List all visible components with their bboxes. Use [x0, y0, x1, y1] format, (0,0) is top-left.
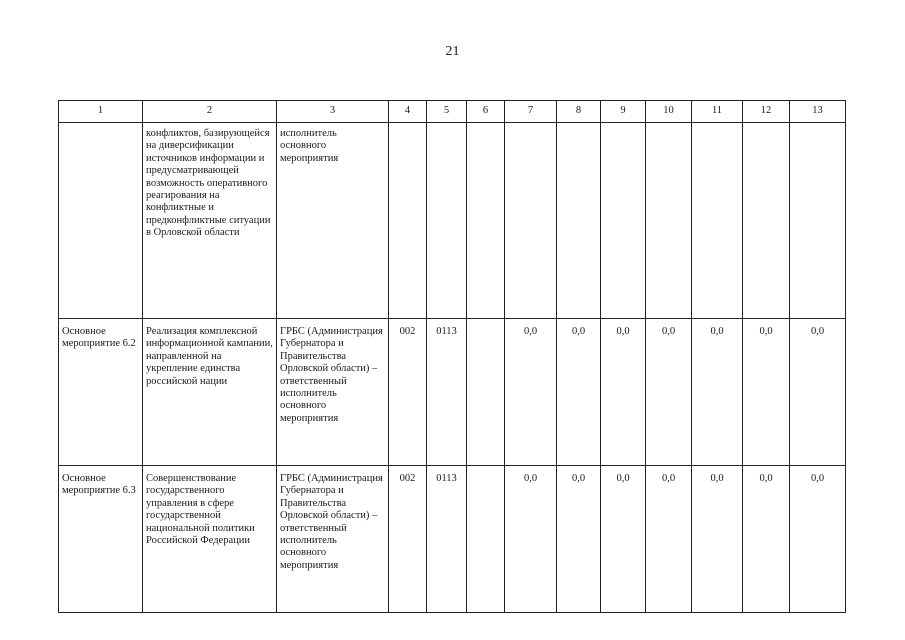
description-cell: Совершенствование государственного управления в сфере государственной национальной политики Российской Федерации: [143, 466, 277, 613]
executor-cell: ГРБС (Администрация Губернатора и Правительства Орловской области) – ответственный исполнитель основного мероприятия: [277, 319, 389, 466]
description-cell: конфликтов, базирующейся на диверсификации источников информации и предусматривающей возможность оперативного реагирования на конфликтные и предконфликтные ситуации в Орловской области: [143, 123, 277, 319]
value-cell: 0,0: [692, 319, 743, 466]
header-cell: 11: [692, 101, 743, 123]
header-cell: 7: [505, 101, 557, 123]
section-code-cell: 0113: [427, 319, 467, 466]
grbs-code-cell: 002: [389, 466, 427, 613]
page-number: 21: [445, 44, 460, 59]
section-code-cell: [427, 123, 467, 319]
header-cell: 4: [389, 101, 427, 123]
value-cell: [692, 123, 743, 319]
value-cell: [601, 123, 646, 319]
header-row: [59, 101, 846, 123]
header-cell: 2: [143, 101, 277, 123]
value-cell: 0,0: [692, 466, 743, 613]
activity-name-cell: Основное мероприятие 6.2: [59, 319, 143, 466]
value-cell: 0,0: [505, 466, 557, 613]
value-cell: [790, 123, 846, 319]
value-cell: 0,0: [601, 466, 646, 613]
value-cell: 0,0: [646, 319, 692, 466]
value-cell: 0,0: [646, 466, 692, 613]
grbs-code-cell: 002: [389, 319, 427, 466]
table-row: [59, 123, 846, 319]
header-cell: 12: [743, 101, 790, 123]
header-cell: 3: [277, 101, 389, 123]
value-cell: [743, 123, 790, 319]
header-cell: 5: [427, 101, 467, 123]
value-cell: 0,0: [790, 466, 846, 613]
value-cell: 0,0: [505, 319, 557, 466]
target-code-cell: [467, 466, 505, 613]
header-cell: 13: [790, 101, 846, 123]
grbs-code-cell: [389, 123, 427, 319]
activity-name-cell: Основное мероприятие 6.3: [59, 466, 143, 613]
header-cell: 1: [59, 101, 143, 123]
table-row: [59, 319, 846, 466]
value-cell: 0,0: [743, 466, 790, 613]
activity-name-cell: [59, 123, 143, 319]
value-cell: [557, 123, 601, 319]
executor-cell: исполнитель основного мероприятия: [277, 123, 389, 319]
header-cell: 9: [601, 101, 646, 123]
budget-table: [58, 100, 846, 613]
value-cell: [505, 123, 557, 319]
executor-cell: ГРБС (Администрация Губернатора и Правительства Орловской области) – ответственный исполнитель основного мероприятия: [277, 466, 389, 613]
section-code-cell: 0113: [427, 466, 467, 613]
value-cell: 0,0: [557, 319, 601, 466]
header-cell: 10: [646, 101, 692, 123]
value-cell: [646, 123, 692, 319]
target-code-cell: [467, 319, 505, 466]
header-cell: 6: [467, 101, 505, 123]
value-cell: 0,0: [790, 319, 846, 466]
header-cell: 8: [557, 101, 601, 123]
value-cell: 0,0: [601, 319, 646, 466]
target-code-cell: [467, 123, 505, 319]
value-cell: 0,0: [743, 319, 790, 466]
table-row: [59, 466, 846, 613]
value-cell: 0,0: [557, 466, 601, 613]
description-cell: Реализация комплексной информационной кампании, направленной на укрепление единства российской нации: [143, 319, 277, 466]
